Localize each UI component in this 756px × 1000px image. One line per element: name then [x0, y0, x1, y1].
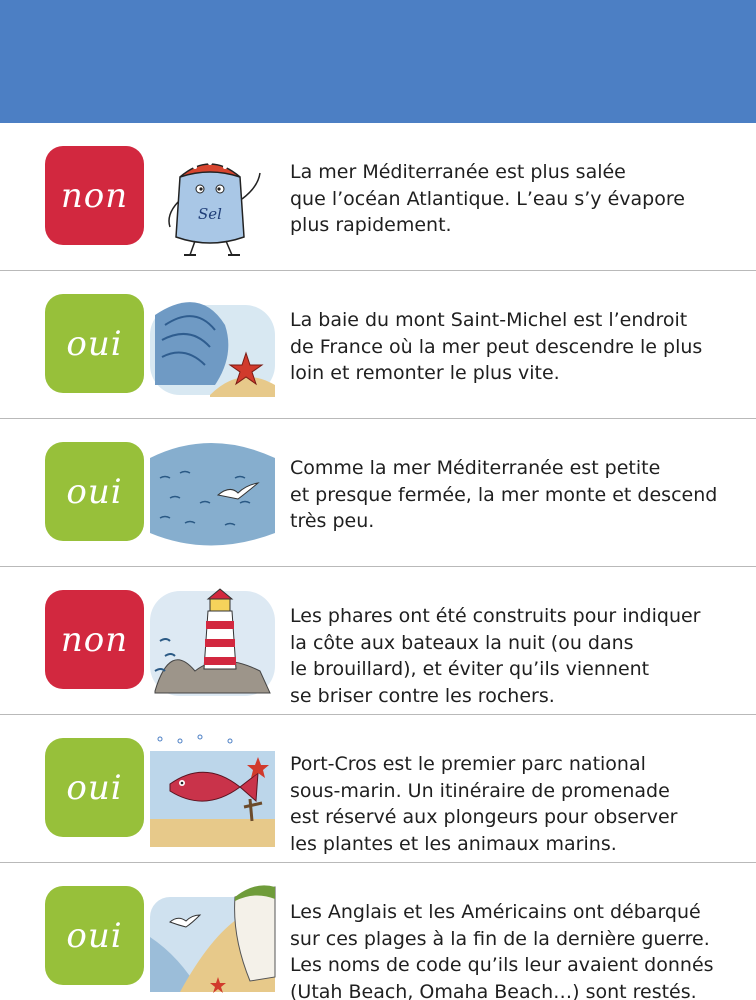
quiz-row: [0, 715, 756, 863]
statement-text: Port-Cros est le premier parc national sous-marin. Un itinéraire de promenade est réservé aux plongeurs pour observer les plantes et les animaux marins.: [290, 753, 678, 855]
quiz-row: [0, 271, 756, 419]
statement-text: Les Anglais et les Américains ont débarqué sur ces plages à la fin de la dernière guerre. Les noms de code qu’ils leur avaient donnés (Utah Beach, Omaha Beach…) sont restés.: [290, 901, 714, 1000]
quiz-row: [0, 419, 756, 567]
statement-text: La baie du mont Saint-Michel est l’endroit de France où la mer peut descendre le plus loin et remonter le plus vite.: [290, 309, 703, 384]
answer-badge-oui: oui: [45, 738, 144, 837]
answer-badge-non: non: [45, 146, 144, 245]
quiz-row: [0, 567, 756, 715]
lighthouse-icon: [140, 581, 280, 701]
statement-text: Les phares ont été construits pour indiquer la côte aux bateaux la nuit (ou dans le brouillard), et éviter qu’ils viennent se briser contre les rochers.: [290, 605, 701, 707]
salt-shaker-character-icon: [140, 137, 280, 257]
answer-badge-oui: oui: [45, 442, 144, 541]
fish-underwater-icon: [140, 729, 280, 849]
header-band: [0, 0, 756, 123]
calm-sea-seagull-icon: [140, 433, 280, 553]
wave-starfish-icon: [140, 285, 280, 405]
answer-badge-oui: oui: [45, 886, 144, 985]
quiz-row: [0, 863, 756, 1000]
svg-text:Sel: Sel: [198, 205, 222, 223]
statement-text: Comme la mer Méditerranée est petite et presque fermée, la mer monte et descend très peu.: [290, 457, 718, 532]
quiz-list: [0, 123, 756, 1000]
statement-text: La mer Méditerranée est plus salée que l’océan Atlantique. L’eau s’y évapore plus rapidement.: [290, 161, 685, 236]
answer-badge-non: non: [45, 590, 144, 689]
quiz-row: [0, 123, 756, 271]
cliff-beach-icon: [140, 877, 280, 997]
answer-badge-oui: oui: [45, 294, 144, 393]
